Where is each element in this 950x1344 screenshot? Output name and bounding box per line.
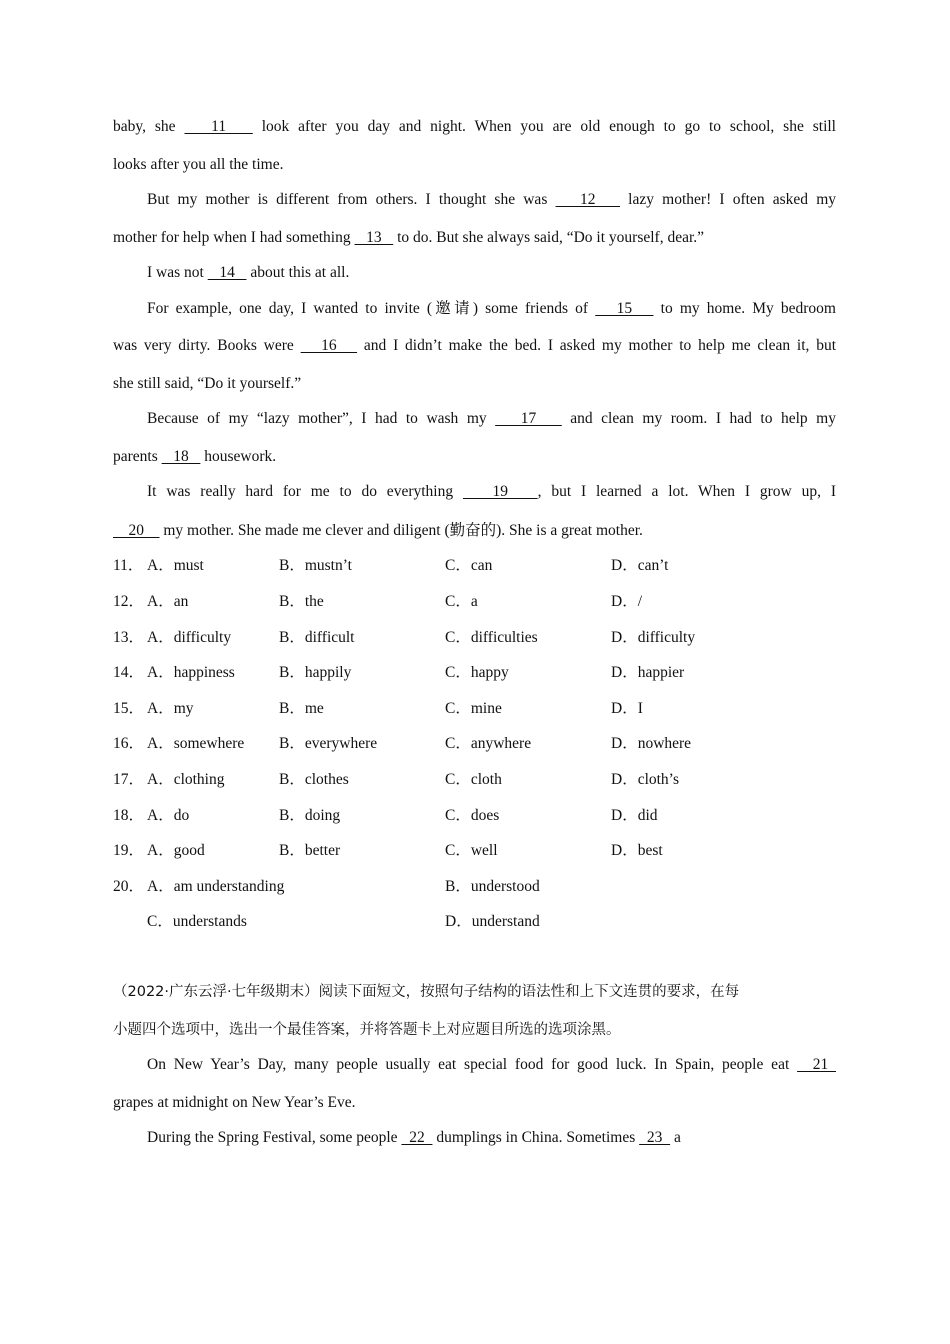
question-number: 18． (113, 807, 145, 824)
option-a[interactable]: A．must (147, 557, 204, 574)
passage-line-3: But my mother is different from others. I thought she was 12 lazy mother! I often asked my (147, 191, 836, 208)
passage-line-9: Because of my “lazy mother”, I had to wash my 17 and clean my room. I had to help my (147, 410, 836, 427)
option-c[interactable]: C．well (445, 842, 498, 859)
option-b[interactable]: B．better (279, 842, 341, 859)
option-b[interactable]: B．everywhere (279, 735, 378, 752)
option-b[interactable]: B．doing (279, 807, 341, 824)
option-d[interactable]: D．can’t (611, 557, 669, 574)
question-number: 16． (113, 735, 145, 752)
question-number: 11． (113, 557, 144, 574)
option-c[interactable]: C．understands (147, 913, 247, 930)
option-b[interactable]: B．the (279, 593, 324, 610)
blank-16: 16 (300, 337, 358, 354)
question-number: 17． (113, 771, 145, 788)
passage-line-8: she still said, “Do it yourself.” (113, 375, 302, 392)
option-c[interactable]: C．happy (445, 664, 509, 681)
option-c[interactable]: C．anywhere (445, 735, 532, 752)
option-b[interactable]: B．understood (445, 878, 540, 895)
passage-line-7: was very dirty. Books were 16 and I didn’t make the bed. I asked my mother to help me clean it, but (113, 337, 837, 354)
option-b[interactable]: B．mustn’t (279, 557, 352, 574)
section2-line-3: During the Spring Festival, some people 22 dumplings in China. Sometimes 23 a (147, 1129, 681, 1146)
option-a[interactable]: A．an (147, 593, 189, 610)
blank-21: 21 (797, 1056, 837, 1073)
question-number: 19． (113, 842, 145, 859)
option-b[interactable]: B．difficult (279, 629, 355, 646)
option-d[interactable]: D．did (611, 807, 658, 824)
blank-18: 18 (161, 448, 201, 465)
blank-12: 12 (555, 191, 621, 208)
passage-line-6: For example, one day, I wanted to invite (邀请) some friends of 15 to my home. My bedroom (147, 300, 836, 317)
section2-line-2: grapes at midnight on New Year’s Eve. (113, 1094, 356, 1111)
option-b[interactable]: B．clothes (279, 771, 349, 788)
option-a[interactable]: A．somewhere (147, 735, 245, 752)
option-d[interactable]: D．happier (611, 664, 685, 681)
question-number: 14． (113, 664, 145, 681)
question-number: 13． (113, 629, 145, 646)
option-c[interactable]: C．difficulties (445, 629, 538, 646)
option-d[interactable]: D．I (611, 700, 643, 717)
blank-22: 22 (401, 1129, 433, 1146)
passage-line-2: looks after you all the time. (113, 156, 284, 173)
option-a[interactable]: A．happiness (147, 664, 235, 681)
option-d[interactable]: D．best (611, 842, 663, 859)
blank-23: 23 (639, 1129, 671, 1146)
passage-line-12: 20 my mother. She made me clever and diligent (勤奋的). She is a great mother. (113, 522, 643, 539)
question-number: 12． (113, 593, 145, 610)
option-d[interactable]: D．understand (445, 913, 540, 930)
option-c[interactable]: C．a (445, 593, 478, 610)
option-c[interactable]: C．mine (445, 700, 502, 717)
section2-line-1: On New Year’s Day, many people usually eat special food for good luck. In Spain, people eat 21 (147, 1056, 837, 1073)
question-number: 20． (113, 878, 145, 895)
question-number: 15． (113, 700, 145, 717)
passage-line-11: It was really hard for me to do everything 19 , but I learned a lot. When I grow up, I (147, 483, 837, 500)
section2-instruction-line-2: 小题四个选项中，选出一个最佳答案，并将答题卡上对应题目所选的选项涂黑。 (113, 1022, 621, 1038)
option-a[interactable]: A．my (147, 700, 194, 717)
passage-line-5: I was not 14 about this at all. (147, 264, 350, 281)
blank-11: 11 (184, 118, 253, 135)
option-a[interactable]: A．clothing (147, 771, 225, 788)
option-b[interactable]: B．me (279, 700, 324, 717)
passage-line-4: mother for help when I had something 13 to do. But she always said, “Do it yourself, dear.” (113, 229, 705, 246)
option-c[interactable]: C．does (445, 807, 500, 824)
blank-14: 14 (207, 264, 247, 281)
blank-19: 19 (462, 483, 538, 500)
option-d[interactable]: D．cloth’s (611, 771, 680, 788)
blank-13: 13 (354, 229, 394, 246)
option-c[interactable]: C．can (445, 557, 493, 574)
blank-15: 15 (595, 300, 654, 317)
option-a[interactable]: A．do (147, 807, 190, 824)
option-d[interactable]: D．/ (611, 593, 643, 610)
section2-instruction-line-1: （2022·广东云浮·七年级期末）阅读下面短文，按照句子结构的语法性和上下文连贯的要求，在每 (113, 984, 740, 1000)
passage-line-1: baby, she 11 look after you day and night. When you are old enough to go to school, she still (113, 118, 836, 135)
option-a[interactable]: A．am understanding (147, 878, 285, 895)
blank-20: 20 (113, 522, 160, 539)
option-d[interactable]: D．difficulty (611, 629, 696, 646)
passage-line-10: parents 18 housework. (113, 448, 277, 465)
option-c[interactable]: C．cloth (445, 771, 502, 788)
option-a[interactable]: A．difficulty (147, 629, 232, 646)
option-b[interactable]: B．happily (279, 664, 352, 681)
blank-17: 17 (495, 410, 562, 427)
option-d[interactable]: D．nowhere (611, 735, 692, 752)
option-a[interactable]: A．good (147, 842, 205, 859)
